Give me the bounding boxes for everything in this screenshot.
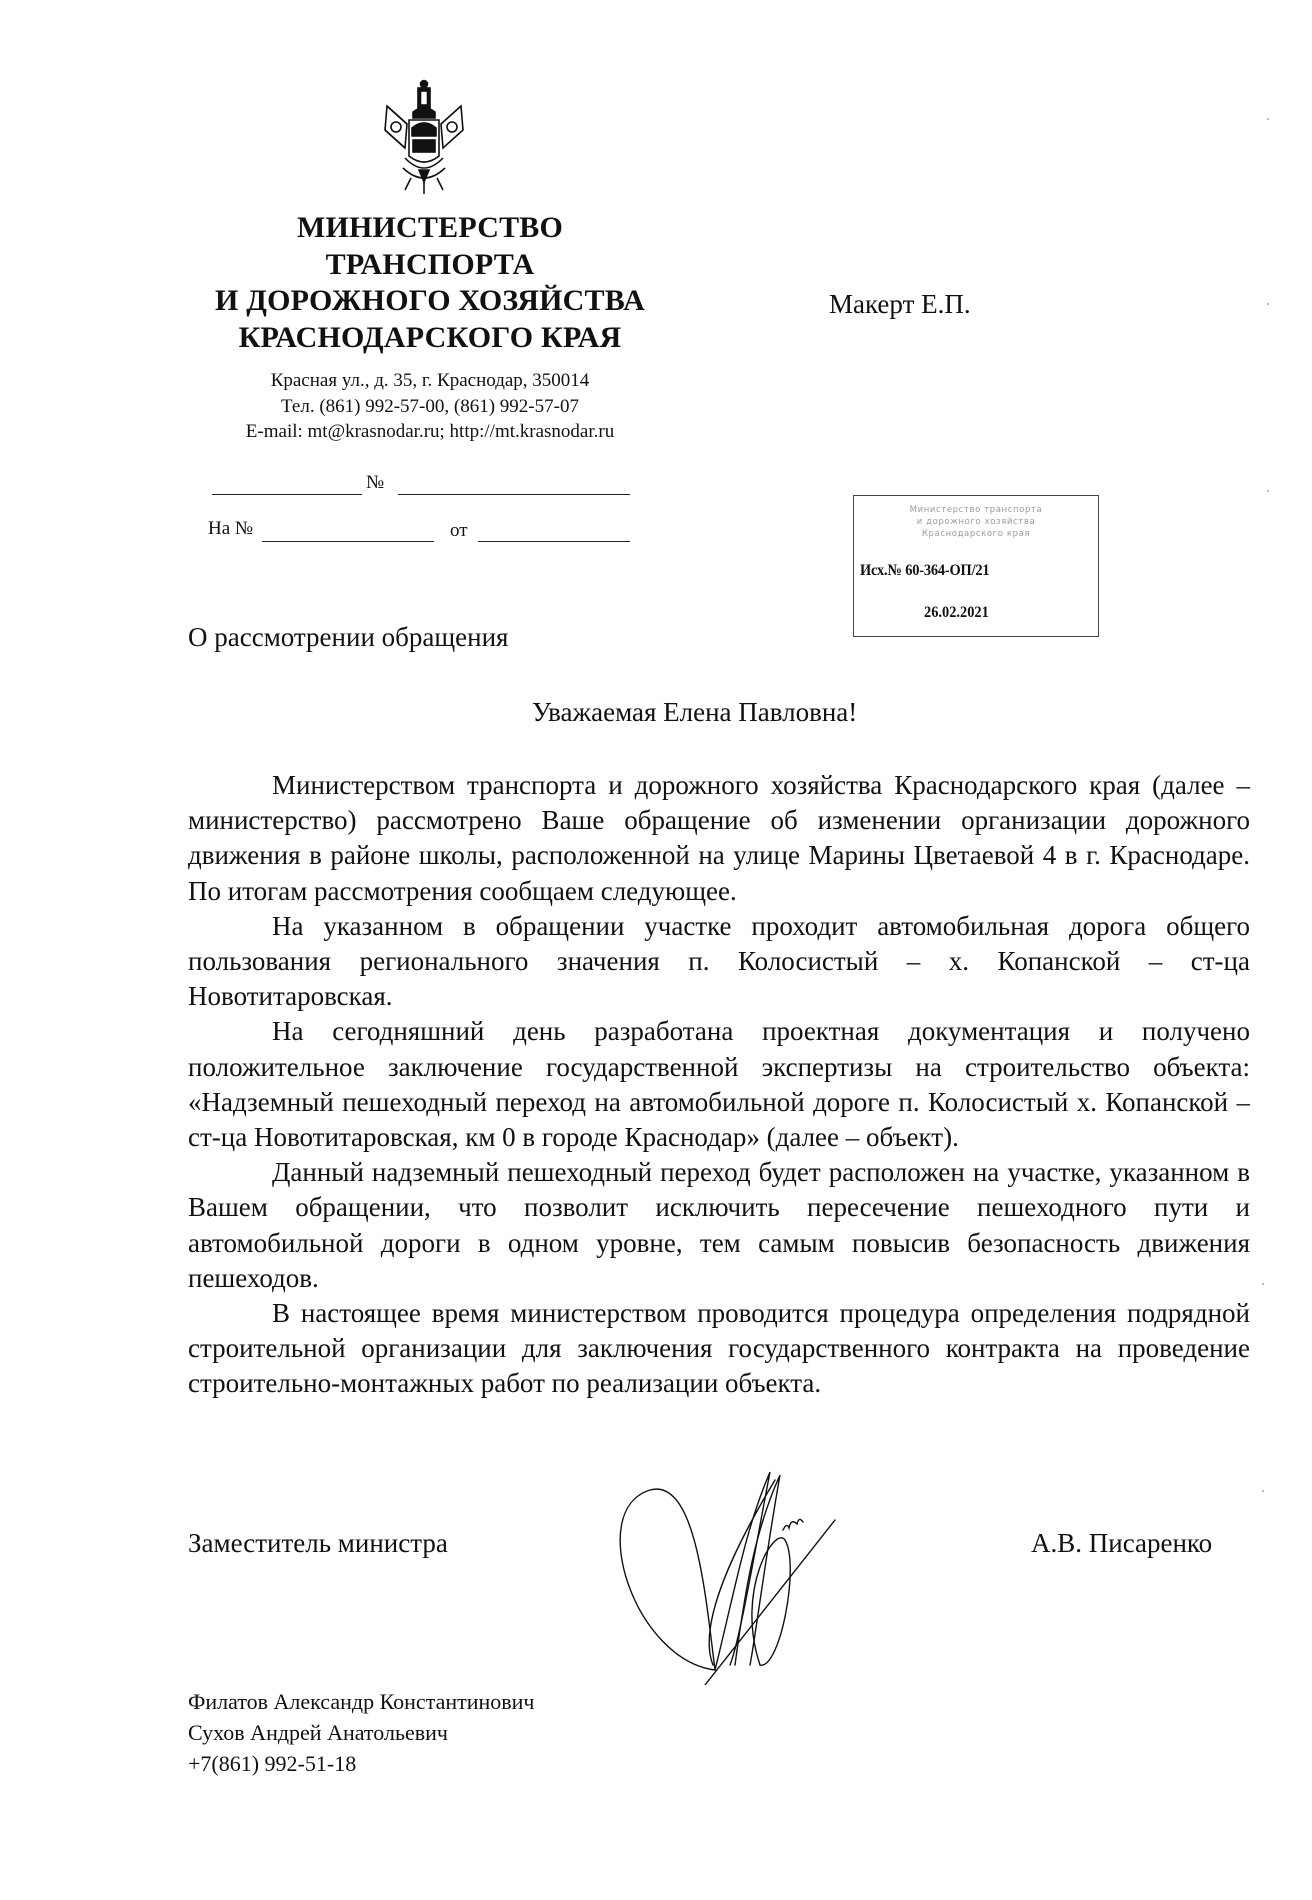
org-line: МИНИСТЕРСТВО <box>296 211 564 244</box>
scan-speck <box>1262 1490 1264 1492</box>
signatory-title: Заместитель министра <box>188 1528 448 1558</box>
outgoing-number: Исх.№ 60-364-ОП/21 <box>860 562 990 579</box>
outgoing-registration-stamp <box>853 495 1099 637</box>
org-line: КРАСНОДАРСКОГО КРАЯ <box>238 320 622 354</box>
executor-line: Филатов Александр Константинович <box>188 1689 535 1714</box>
executor-info <box>188 1686 535 1779</box>
body-paragraph: На сегодняшний день разработана проектная документация и получено положительное заключение государственной экспертизы на строительство объекта: «Надземный пешеходный переход на автомобильной дороге п. Колосистый х. Копанской – ст-ца Новотитаровская, км 0 в городе Краснодар» (далее – объект). <box>188 1016 1250 1153</box>
scan-speck <box>1267 118 1269 120</box>
body-paragraph: На указанном в обращении участке проходит автомобильная дорога общего пользования регионального значения п. Колосистый – х. Копанской – ст-ца Новотитаровская. <box>188 910 1250 1012</box>
scan-speck <box>1267 490 1269 492</box>
number-sign-label: № <box>366 472 385 493</box>
stamp-header <box>854 504 1098 540</box>
organization-name <box>180 210 680 356</box>
scan-speck <box>1267 303 1269 305</box>
org-line: ТРАНСПОРТА <box>325 247 535 281</box>
body-paragraph: Министерством транспорта и дорожного хозяйства Краснодарского края (далее – министерство) рассмотрено Ваше обращение об изменении организации дорожного движения в районе школы, расположенной на улице Марины Цветаевой 4 в г. Краснодаре. По итогам рассмотрения сообщаем следующее. <box>188 770 1250 906</box>
recipient-name: Макерт Е.П. <box>829 289 971 319</box>
organization-contacts <box>180 368 680 445</box>
stamp-header-line: Краснодарского края <box>921 529 1031 539</box>
handwritten-signature-icon <box>595 1470 875 1685</box>
coat-of-arms-icon <box>383 78 465 196</box>
reply-to-label: На № <box>208 518 254 539</box>
body-paragraph: В настоящее время министерством проводится процедура определения подрядной строительной организации для заключения государственного контракта на проведение строительно-монтажных работ по реализации объекта. <box>188 1298 1250 1399</box>
letter-subject: О рассмотрении обращения <box>188 622 509 652</box>
body-paragraph: Данный надземный пешеходный переход будет расположен на участке, указанном в Вашем обращении, что позволит исключить пересечение пешеходного пути и автомобильной дороги в одном уровне, тем самым повысив безопасность движения пешеходов. <box>188 1157 1250 1293</box>
number-blank-line <box>398 494 630 495</box>
from-label: от <box>450 520 468 541</box>
reply-number-blank-line <box>262 541 434 542</box>
executor-line: Сухов Андрей Анатольевич <box>188 1720 448 1745</box>
letter-body <box>188 768 1250 1402</box>
executor-phone: +7(861) 992-51-18 <box>188 1751 357 1776</box>
email-website: E-mail: mt@krasnodar.ru; http://mt.krasnodar.ru <box>245 421 615 442</box>
address: Красная ул., д. 35, г. Краснодар, 350014 <box>270 370 590 391</box>
stamp-header-line: Министерство транспорта <box>909 505 1043 515</box>
greeting: Уважаемая Елена Павловна! <box>532 697 858 727</box>
scan-speck <box>1262 1283 1264 1285</box>
date-blank-line <box>212 494 362 495</box>
reply-date-blank-line <box>478 541 630 542</box>
outgoing-date: 26.02.2021 <box>924 604 989 621</box>
stamp-header-line: и дорожного хозяйства <box>916 517 1036 527</box>
phone: Тел. (861) 992-57-00, (861) 992-57-07 <box>281 395 579 417</box>
org-line: И ДОРОЖНОГО ХОЗЯЙСТВА <box>215 284 645 317</box>
signatory-name: А.В. Писаренко <box>1031 1528 1213 1558</box>
